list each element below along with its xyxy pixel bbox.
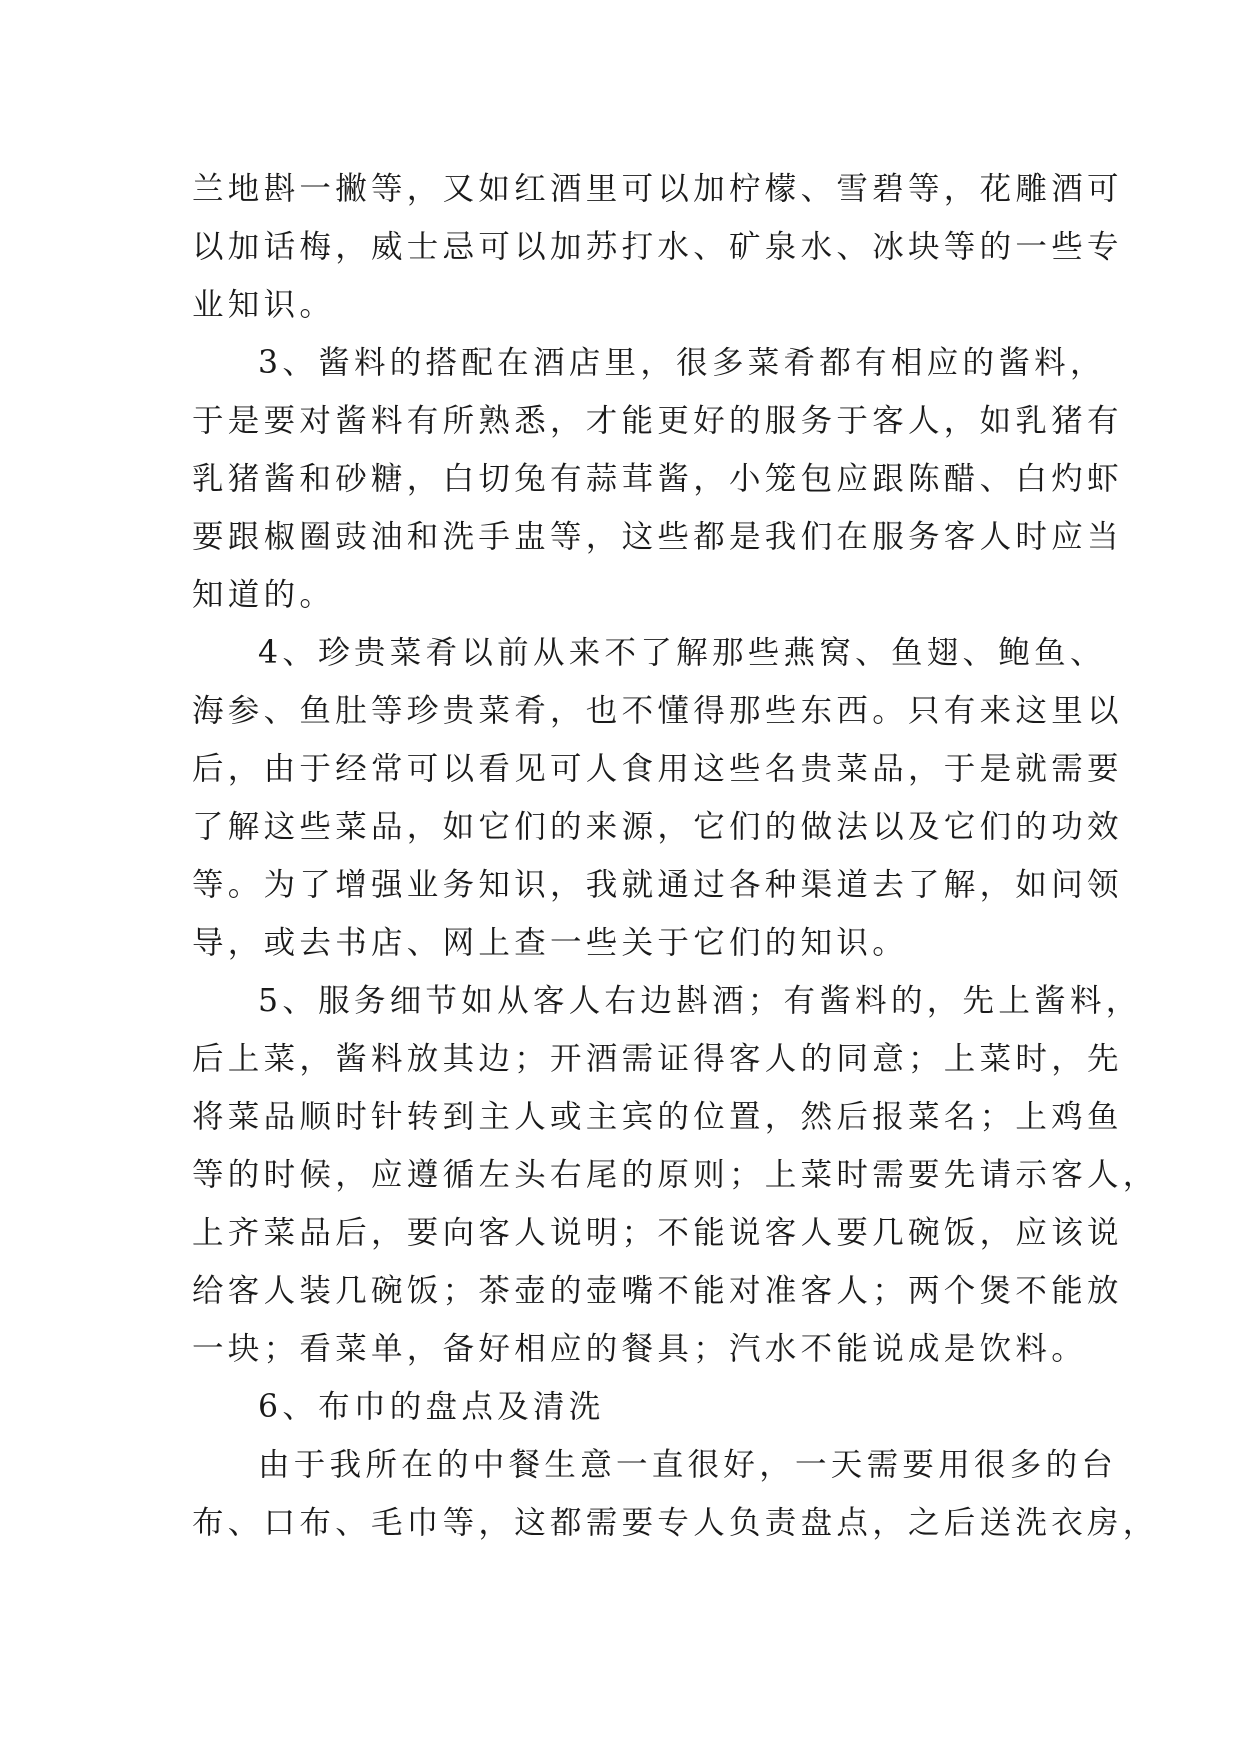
section-3-heading-line: 3、酱料的搭配在酒店里，很多菜肴都有相应的酱料， — [258, 345, 1106, 381]
text-line: 一块；看菜单，备好相应的餐具；汽水不能说成是饮料。 — [192, 1331, 1088, 1367]
body-text — [192, 160, 1159, 1552]
text-line: 将菜品顺时针转到主人或主宾的位置，然后报菜名；上鸡鱼 — [192, 1099, 1123, 1135]
text-line: 以加话梅，威士忌可以加苏打水、矿泉水、冰块等的一些专 — [192, 229, 1123, 265]
text-line: 了解这些菜品，如它们的来源，它们的做法以及它们的功效 — [192, 809, 1123, 845]
text-line: 知道的。 — [192, 577, 336, 613]
section-6-heading: 6、布巾的盘点及清洗 — [258, 1389, 605, 1425]
text-line: 业知识。 — [192, 287, 336, 323]
text-line: 上齐菜品后，要向客人说明；不能说客人要几碗饭，应该说 — [192, 1215, 1123, 1251]
section-4-heading-line: 4、珍贵菜肴以前从来不了解那些燕窝、鱼翅、鲍鱼、 — [258, 635, 1106, 671]
section-5-heading-line: 5、服务细节如从客人右边斟酒；有酱料的，先上酱料， — [258, 983, 1142, 1019]
text-line: 乳猪酱和砂糖，白切兔有蒜茸酱，小笼包应跟陈醋、白灼虾 — [192, 461, 1123, 497]
paragraph-start-line: 由于我所在的中餐生意一直很好，一天需要用很多的台 — [258, 1447, 1118, 1483]
text-line: 于是要对酱料有所熟悉，才能更好的服务于客人，如乳猪有 — [192, 403, 1123, 439]
text-line: 导，或去书店、网上查一些关于它们的知识。 — [192, 925, 909, 961]
text-line: 要跟椒圈豉油和洗手盅等，这些都是我们在服务客人时应当 — [192, 519, 1123, 555]
text-line: 海参、鱼肚等珍贵菜肴，也不懂得那些东西。只有来这里以 — [192, 693, 1123, 729]
text-line: 等。为了增强业务知识，我就通过各种渠道去了解，如问领 — [192, 867, 1123, 903]
text-line: 布、口布、毛巾等，这都需要专人负责盘点，之后送洗衣房， — [192, 1505, 1159, 1541]
text-line: 兰地斟一撇等，又如红酒里可以加柠檬、雪碧等，花雕酒可 — [192, 171, 1123, 207]
text-line: 后上菜，酱料放其边；开酒需证得客人的同意；上菜时，先 — [192, 1041, 1123, 1077]
text-line: 给客人装几碗饭；茶壶的壶嘴不能对准客人；两个煲不能放 — [192, 1273, 1123, 1309]
text-line: 等的时候，应遵循左头右尾的原则；上菜时需要先请示客人， — [192, 1157, 1159, 1193]
text-line: 后，由于经常可以看见可人食用这些名贵菜品，于是就需要 — [192, 751, 1123, 787]
